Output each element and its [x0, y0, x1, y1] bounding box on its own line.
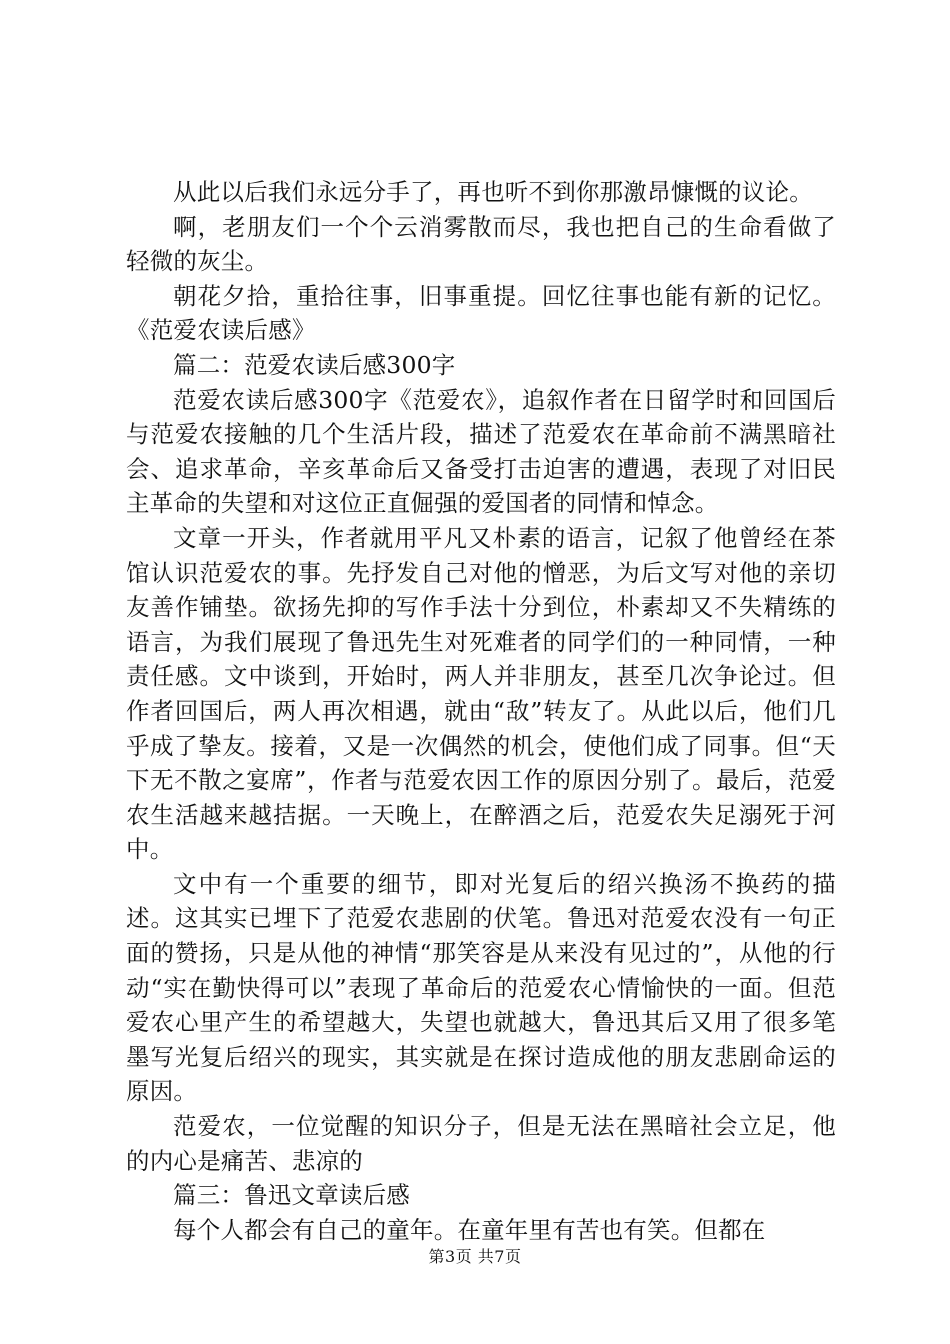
- paragraph: 啊，老朋友们一个个云消雾散而尽，我也把自己的生命看做了轻微的灰尘。: [126, 212, 836, 276]
- paragraph: 每个人都会有自己的童年。在童年里有苦也有笑。但都在: [173, 1215, 766, 1244]
- paragraph: 从此以后我们永远分手了，再也听不到你那激昂慷慨的议论。: [173, 178, 813, 206]
- paragraph: 范爱农，一位觉醒的知识分子，但是无法在黑暗社会立足，他的内心是痛苦、悲凉的: [126, 1112, 836, 1175]
- paragraph: 朝花夕拾，重拾往事，旧事重提。回忆往事也能有新的记忆。《范爱农读后感》: [126, 281, 836, 345]
- section-heading: 篇三：鲁迅文章读后感: [173, 1181, 410, 1210]
- paragraph: 范爱农读后感300字《范爱农》，追叙作者在日留学时和回国后与范爱农接触的几个生活片段，描述了范爱农在革命前不满黑暗社会、追求革命，辛亥革命后又备受打击迫害的遭遇，表现了对旧民主革命的失望和对这位正直倔强的爱国者的同情和悼念。: [126, 385, 836, 518]
- section-heading: 篇二：范爱农读后感300字: [173, 350, 456, 379]
- page-number-footer: 第3页 共7页: [428, 1247, 522, 1266]
- document-body: [126, 175, 836, 1247]
- paragraph: 文中有一个重要的细节，即对光复后的绍兴换汤不换药的描述。这其实已埋下了范爱农悲剧的伏笔。鲁迅对范爱农没有一句正面的赞扬，只是从他的神情“那笑容是从来没有见过的”，从他的行动“实在勤快得可以”表现了革命后的范爱农心情愉快的一面。但范爱农心里产生的希望越大，失望也就越大，鲁迅其后又用了很多笔墨写光复后绍兴的现实，其实就是在探讨造成他的朋友悲剧命运的原因。: [126, 869, 836, 1106]
- paragraph: 文章一开头，作者就用平凡又朴素的语言，记叙了他曾经在茶馆认识范爱农的事。先抒发自己对他的憎恶，为后文写对他的亲切友善作铺垫。欲扬先抑的写作手法十分到位，朴素却又不失精练的语言，为我们展现了鲁迅先生对死难者的同学们的一种同情，一种责任感。文中谈到，开始时，两人并非朋友，甚至几次争论过。但作者回国后，两人再次相遇，就由“敌”转友了。从此以后，他们几乎成了挚友。接着，又是一次偶然的机会，使他们成了同事。但“天下无不散之宴席”，作者与范爱农因工作的原因分别了。最后，范爱农生活越来越拮据。一天晚上，在醉酒之后，范爱农失足溺死于河中。: [126, 523, 836, 864]
